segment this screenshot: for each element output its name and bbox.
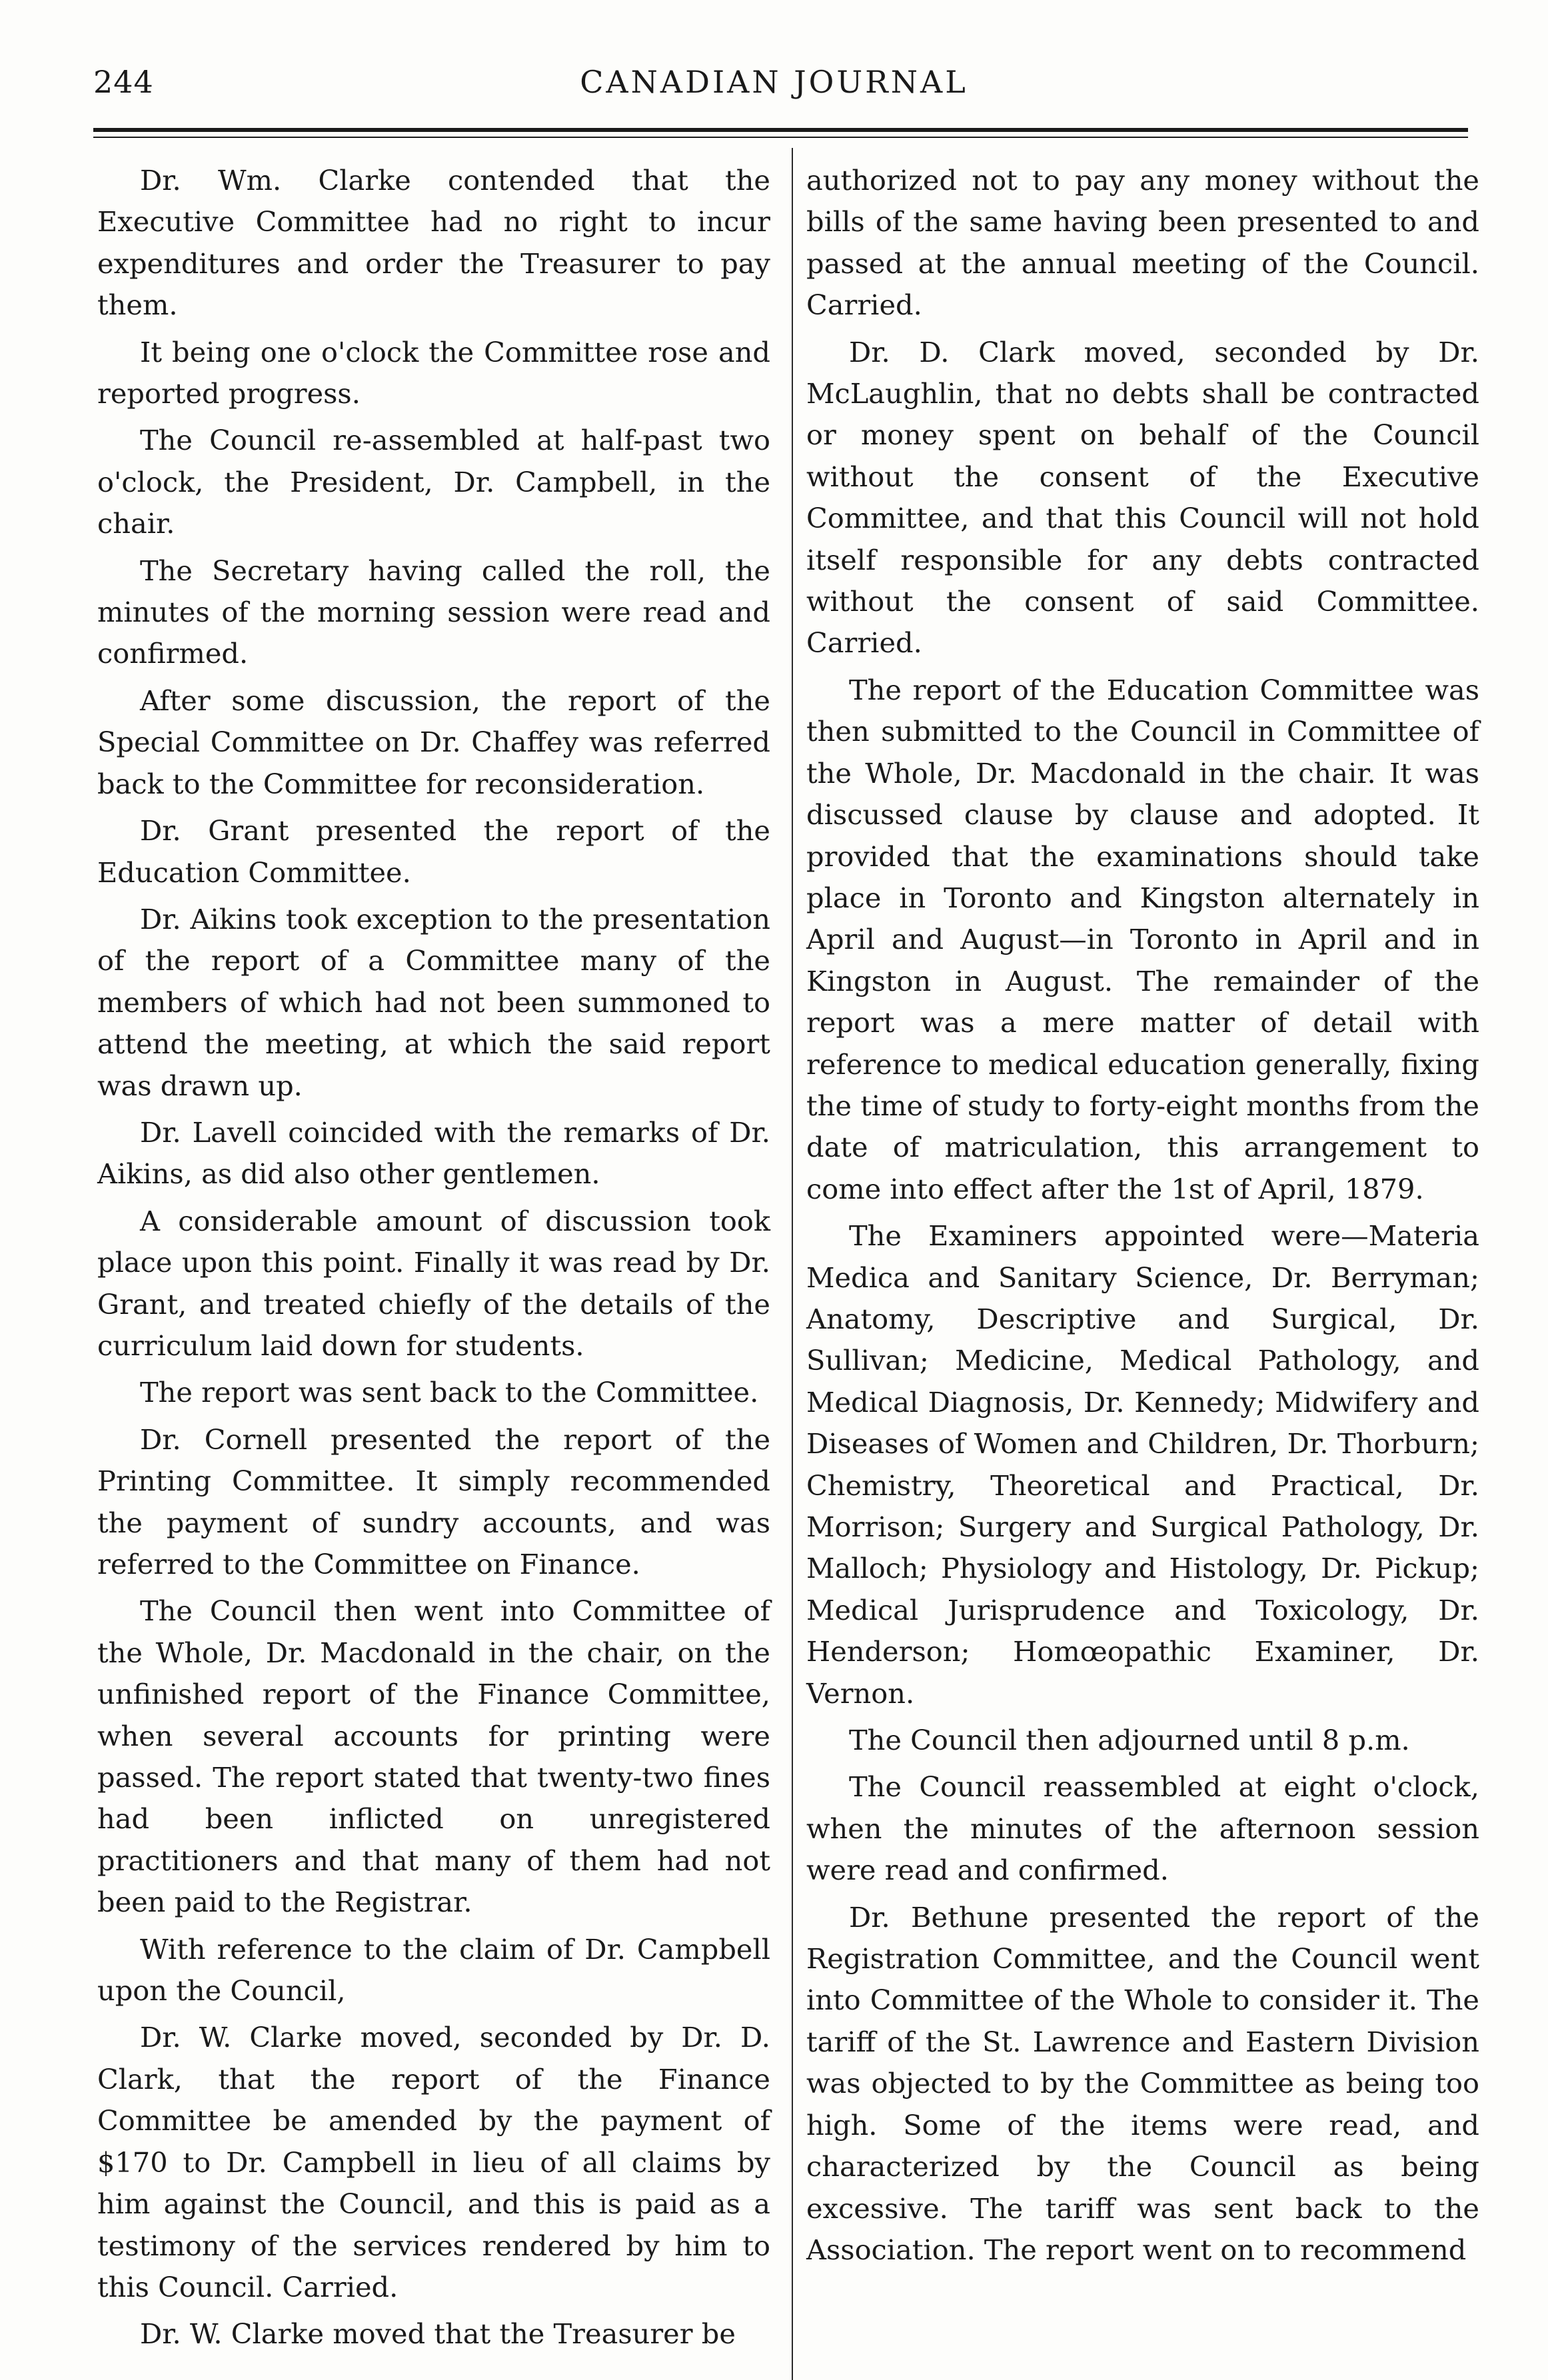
paragraph: Dr. Lavell coincided with the remarks of Dr. Aikins, as did also other gentlemen. <box>97 1115 770 1191</box>
paragraph: Dr. W. Clarke moved that the Treasurer be <box>140 2317 736 2351</box>
paragraph: The Council re-assembled at half-past two o'clock, the President, Dr. Campbell, in the chair. <box>97 424 770 540</box>
paragraph: It being one o'clock the Committee rose and reported progress. <box>97 335 770 410</box>
right-column <box>806 160 1479 2276</box>
paragraph: After some discussion, the report of the Special Committee on Dr. Chaffey was referred back to the Committee for reconsideration. <box>97 684 770 800</box>
paragraph: With reference to the claim of Dr. Campbell upon the Council, <box>97 1932 770 2008</box>
paragraph: Dr. Grant presented the report of the Education Committee. <box>97 814 770 889</box>
paragraph: Dr. Cornell presented the report of the Printing Committee. It simply recommended the payment of sundry accounts, and was referred to the Committee on Finance. <box>97 1423 770 1580</box>
paragraph: The Secretary having called the roll, the minutes of the morning session were read and confirmed. <box>97 554 770 670</box>
paragraph: authorized not to pay any money without the bills of the same having been presented to and passed at the annual meeting of the Council. Carried. <box>806 164 1479 322</box>
paragraph: Dr. Bethune presented the report of the Registration Committee, and the Council went into Committee of the Whole to consider it. The tariff of the St. Lawrence and Eastern Division was objected to by the Committee as being too high. Some of the items were read, and characterized by the Council as being excessive. The tariff was sent back to the Association. The report went on to recommend <box>806 1900 1479 2266</box>
column-divider <box>792 148 793 2380</box>
left-column <box>97 160 770 2361</box>
paragraph: Dr. D. Clark moved, seconded by Dr. McLaughlin, that no debts shall be contracted or money spent on behalf of the Council without the consent of the Executive Committee, and that this Council will not hold itself responsible for any debts contracted without the consent of said Committee. Carried. <box>806 335 1479 660</box>
paragraph: Dr. Aikins took exception to the presentation of the report of a Committee many of the members of which had not been summoned to attend the meeting, at which the said report was drawn up. <box>97 902 770 1102</box>
paragraph: The Examiners appointed were—Materia Medica and Sanitary Science, Dr. Berryman; Anatomy, Descriptive and Surgical, Dr. Sullivan; Medicine, Medical Pathology, and Medical Diagnosis, Dr. Kennedy; Midwifery and Diseases of Women and Children, Dr. Thorburn; Chemistry, Theoretical and Practical, Dr. Morrison; Surgery and Surgical Pathology, Dr. Malloch; Physiology and Histology, Dr. Pickup; Medical Jurisprudence and Toxicology, Dr. Henderson; Homœopathic Examiner, Dr. Vernon. <box>806 1219 1479 1710</box>
journal-title: CANADIAN JOURNAL <box>580 64 968 100</box>
header-rule-thick <box>93 128 1468 132</box>
paragraph: Dr. W. Clarke moved, seconded by Dr. D. Clark, that the report of the Finance Committee be amended by the payment of $170 to Dr. Campbell in lieu of all claims by him against the Council, and this is paid as a testimony of the services rendered by him to this Council. Carried. <box>97 2021 770 2303</box>
page-number: 244 <box>93 64 154 100</box>
paragraph: Dr. Wm. Clarke contended that the Executive Committee had no right to incur expenditures and order the Treasurer to pay them. <box>97 164 770 322</box>
paragraph: The Council then went into Committee of the Whole, Dr. Macdonald in the chair, on the unfinished report of the Finance Committee, when several accounts for printing were passed. The report stated that twenty-two fines had been inflicted on unregistered practitioners and that many of them had not been paid to the Registrar. <box>97 1594 770 1919</box>
paragraph: A considerable amount of discussion took place upon this point. Finally it was read by Dr. Grant, and treated chiefly of the details of the curriculum laid down for students. <box>97 1204 770 1362</box>
header-rule-thin <box>93 137 1468 138</box>
running-head <box>93 64 1455 111</box>
paragraph: The report was sent back to the Committee. <box>140 1376 759 1409</box>
paragraph: The Council then adjourned until 8 p.m. <box>849 1724 1410 1757</box>
paragraph: The report of the Education Committee was then submitted to the Council in Committee of the Whole, Dr. Macdonald in the chair. It was discussed clause by clause and adopted. It provided that the examinations should take place in Toronto and Kingston alternately in April and August—in Toronto in April and in Kingston in August. The remainder of the report was a mere matter of detail with reference to medical education generally, fixing the time of study to forty-eight months from the date of matriculation, this arrangement to come into effect after the 1st of April, 1879. <box>806 673 1479 1205</box>
paragraph: The Council reassembled at eight o'clock, when the minutes of the afternoon session were read and confirmed. <box>806 1770 1479 1887</box>
